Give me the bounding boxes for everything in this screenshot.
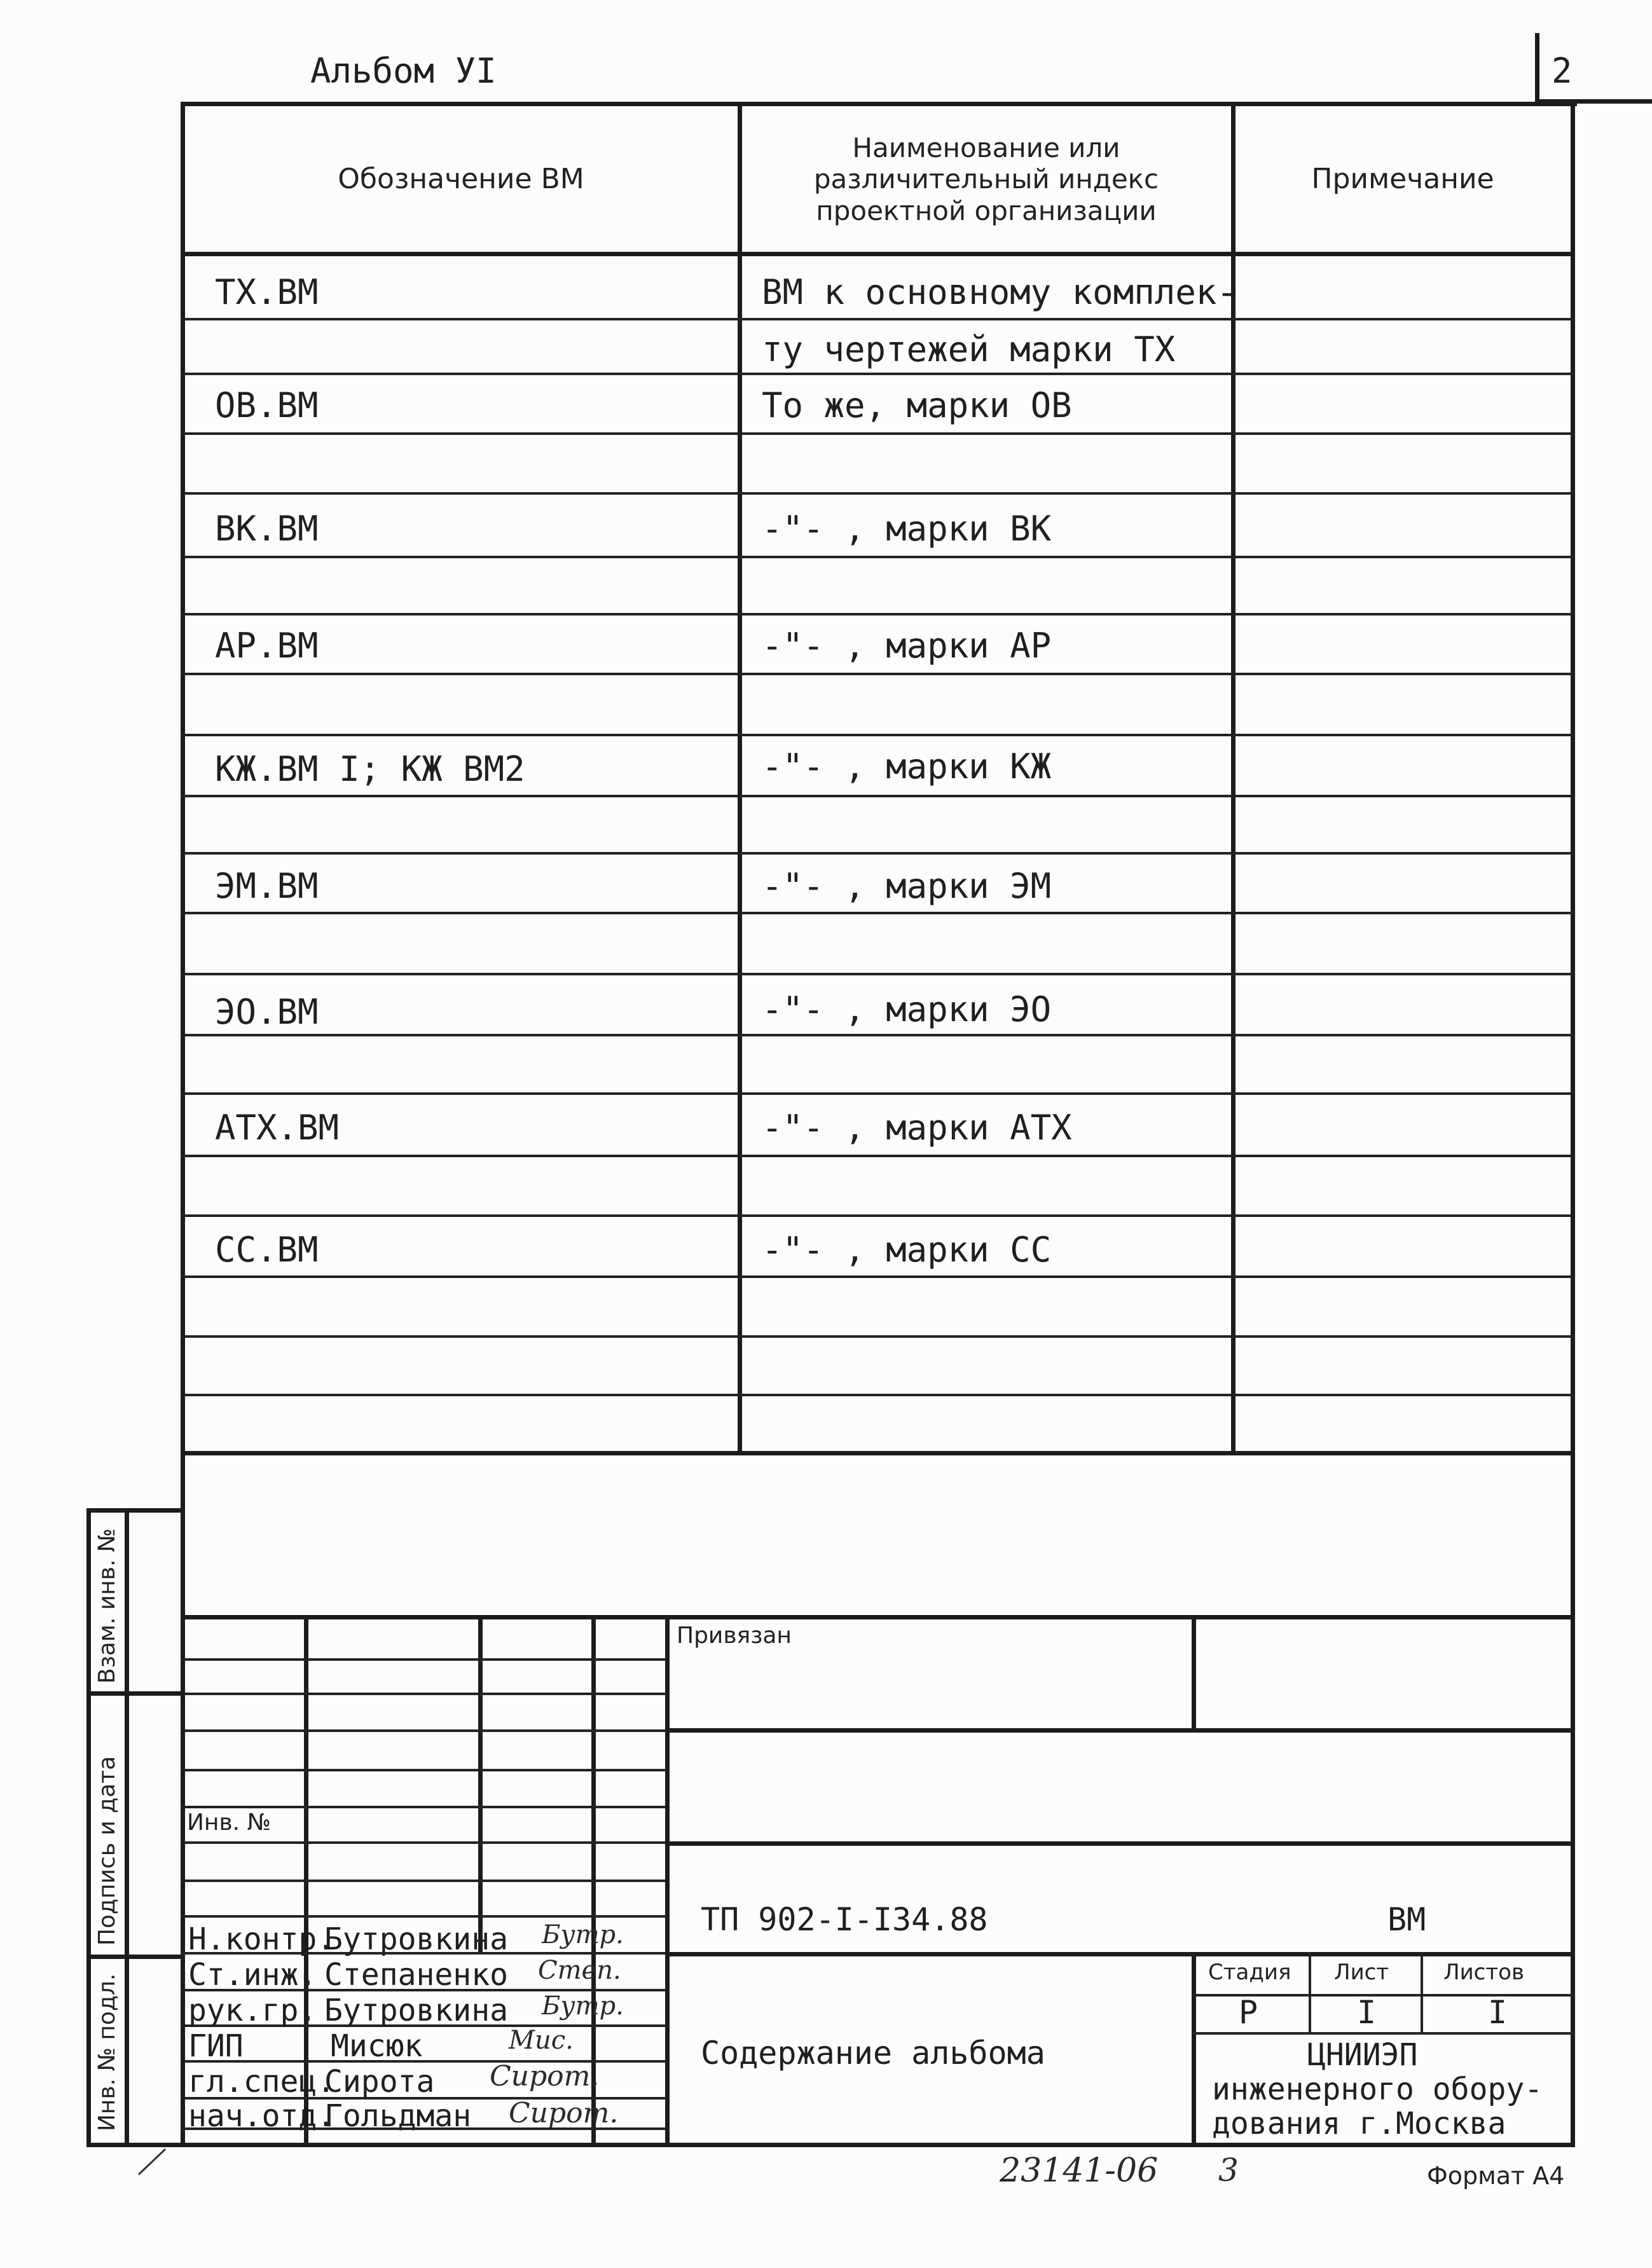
row-line [181, 1335, 1573, 1338]
header-bottom-line [181, 252, 1575, 256]
stamp-row [181, 1806, 665, 1808]
row-line [181, 556, 1573, 558]
table-bottom-line [181, 1451, 1575, 1455]
frame-bottom [181, 2143, 1575, 2147]
stamp-sheet-label: Лист [1334, 1960, 1389, 1985]
sheet-number: 2 [1552, 51, 1573, 91]
person-role: ГИП [188, 2028, 244, 2064]
col-divider-1 [738, 102, 742, 1455]
row-name: -"- , марки ЭМ [762, 866, 1052, 906]
row-line [181, 613, 1573, 615]
format-label: Формат А4 [1427, 2162, 1565, 2190]
side-block-outer [86, 1508, 91, 2147]
row-designation: КЖ.ВМ I; КЖ ВМ2 [215, 749, 525, 789]
row-designation: ОВ.ВМ [215, 385, 319, 425]
stamp-stage-label: Стадия [1208, 1960, 1291, 1985]
stamp-info-col [1309, 1952, 1311, 2035]
column-header-designation: Обозначение ВМ [338, 163, 584, 196]
person-name: Степаненко [324, 1957, 508, 1993]
person-signature: Сирот. [490, 2060, 600, 2093]
row-line [181, 318, 1573, 320]
row-name: -"- , марки КЖ [762, 746, 1052, 787]
person-signature: Сирот. [509, 2097, 619, 2129]
person-role: Ст.инж. [188, 1957, 317, 1993]
row-line [181, 912, 1573, 914]
stamp-divider [665, 1615, 670, 2147]
side-block-div [86, 1691, 182, 1696]
person-signature: Бутр. [542, 1920, 624, 1949]
row-name: -"- , марки ВК [762, 509, 1052, 549]
row-name: ВМ к основному комплек- [762, 272, 1237, 312]
stray-mark [134, 2147, 172, 2178]
row-designation: ТХ.ВМ [215, 272, 319, 312]
side-block-div [86, 1955, 182, 1959]
row-line [181, 492, 1573, 495]
stamp-info-divider [1192, 1952, 1196, 2147]
person-role: Н.контр. [188, 1921, 336, 1957]
frame-right [1571, 102, 1575, 2147]
stamp-doc-code: ТП 902-I-I34.88 [701, 1901, 988, 1938]
column-header-name: Наименование или различительный индекс проектной организации [813, 132, 1159, 226]
stamp-row [181, 1915, 665, 1918]
stamp-title: Содержание альбома [701, 2035, 1045, 2072]
person-signature: Степ. [538, 1956, 621, 1985]
row-line [181, 1155, 1573, 1157]
side-block-top [86, 1508, 182, 1513]
person-name: Бутровкина [324, 1921, 508, 1957]
person-name: Гольдман [324, 2098, 472, 2134]
stamp-row [181, 1729, 665, 1732]
row-line [181, 673, 1573, 675]
stamp-inv-label: Инв. № [187, 1810, 272, 1836]
row-designation: ВК.ВМ [215, 509, 319, 549]
person-role: нач.отд. [188, 2098, 336, 2134]
row-name: То же, марки ОВ [762, 385, 1072, 425]
stamp-info-row [1192, 2032, 1573, 2035]
row-designation: АТХ.ВМ [215, 1108, 340, 1148]
person-name: Мисюк [331, 2028, 423, 2064]
person-signature: Бутр. [542, 1991, 624, 2021]
row-name: -"- , марки АР [762, 626, 1052, 666]
row-line [181, 432, 1573, 435]
stamp-org-line1: ЦНИИЭП [1307, 2037, 1418, 2073]
stamp-row [181, 1880, 665, 1882]
stamp-right-row [665, 1841, 1575, 1846]
row-line [181, 1092, 1573, 1095]
row-designation: ЭО.ВМ [215, 992, 319, 1032]
row-line [181, 795, 1573, 797]
frame-left [181, 102, 185, 2147]
row-line [181, 1275, 1573, 1278]
album-label: Альбом УI [310, 51, 497, 91]
row-line [181, 1034, 1573, 1036]
row-line [181, 734, 1573, 736]
stamp-row [181, 1693, 665, 1695]
person-name: Сирота [324, 2064, 435, 2100]
side-label-replace-inv: Взам. инв. № [94, 1528, 120, 1684]
stamp-stage-value: Р [1239, 1994, 1258, 2031]
side-label-inv-orig: Инв. № подл. [94, 1973, 120, 2131]
person-signature: Мис. [509, 2026, 574, 2055]
side-block-inner [125, 1508, 129, 2147]
stamp-info-col [1421, 1952, 1423, 2035]
row-line [181, 973, 1573, 975]
row-designation: АР.ВМ [215, 626, 319, 666]
row-line [181, 1394, 1573, 1396]
person-role: рук.гр. [188, 1993, 317, 2028]
stamp-right-row [665, 1728, 1575, 1733]
side-label-sign-date: Подпись и дата [94, 1756, 120, 1946]
row-designation: СС.ВМ [215, 1230, 319, 1270]
column-header-note: Примечание [1311, 163, 1494, 196]
person-name: Бутровкина [324, 1993, 508, 2028]
row-name: -"- , марки ЭО [762, 989, 1052, 1029]
row-line [181, 373, 1573, 375]
stamp-attached-divider [1192, 1615, 1196, 1729]
row-name: ту чертежей марки ТХ [762, 329, 1176, 369]
stamp-attached-label: Привязан [677, 1623, 792, 1649]
stamp-doc-mark: ВМ [1387, 1901, 1426, 1938]
stamp-top-line [181, 1615, 1575, 1619]
stamp-org-line2: инженерного обору- [1212, 2072, 1543, 2107]
stamp-right-row [665, 1952, 1575, 1956]
row-designation: ЭМ.ВМ [215, 866, 319, 906]
handwritten-number: 23141-06 [1000, 2152, 1159, 2190]
stamp-row [181, 1769, 665, 1771]
handwritten-page: 3 [1218, 2152, 1239, 2189]
stamp-row [181, 1841, 665, 1844]
frame-top [181, 102, 1577, 106]
stamp-sheets-value: I [1488, 1994, 1508, 2031]
sheet-number-divider [1535, 33, 1539, 102]
person-role: гл.спец. [188, 2064, 336, 2100]
stamp-sheet-value: I [1357, 1994, 1377, 2031]
stamp-col [478, 1615, 483, 1952]
stamp-org-line3: дования г.Москва [1212, 2106, 1506, 2141]
stamp-sheets-label: Листов [1443, 1960, 1525, 1985]
row-line [181, 1214, 1573, 1217]
row-name: -"- , марки АТХ [762, 1108, 1072, 1148]
row-name: -"- , марки СС [762, 1230, 1052, 1270]
row-line [181, 852, 1573, 855]
stamp-row [181, 1658, 665, 1661]
